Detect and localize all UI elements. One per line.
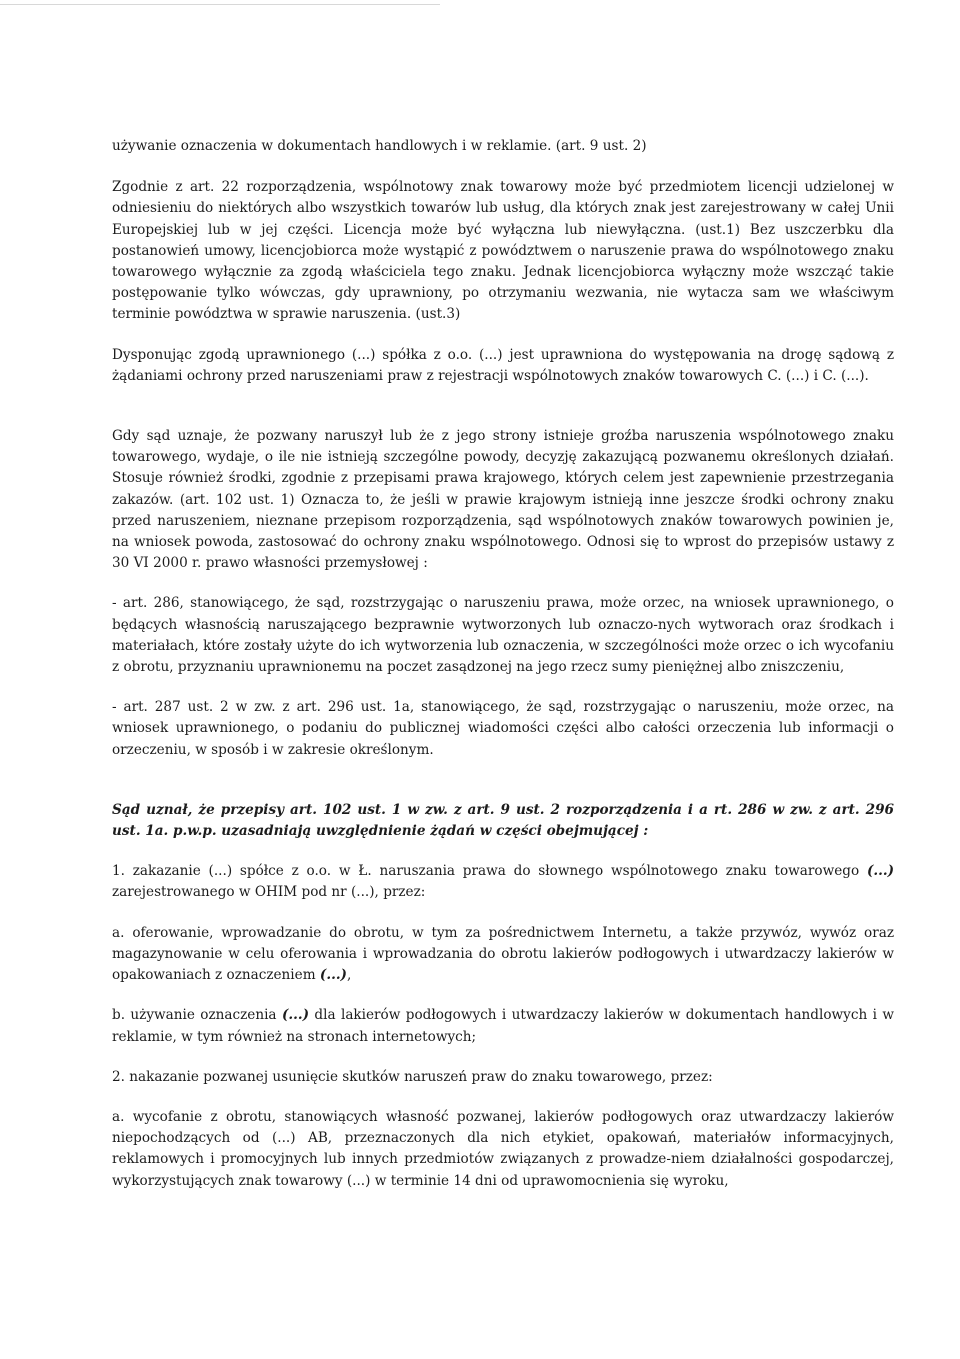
paragraph-continuation: używanie oznaczenia w dokumentach handlowych i w reklamie. (art. 9 ust. 2) — [112, 138, 647, 154]
item-1b-text: b. używanie oznaczenia — [112, 1007, 282, 1024]
item-1-text: 1. zakazanie (...) spółce z o.o. w Ł. naruszania prawa do słownego wspólnotowego znaku towarowego — [112, 863, 867, 880]
item-1-mark: (...) — [866, 863, 894, 880]
item-1a-text-end: , — [346, 967, 352, 984]
scan-edge-line — [0, 4, 440, 5]
paragraph-item-2: 2. nakazanie pozwanej usunięcie skutków naruszeń praw do znaku towarowego, przez: — [112, 1068, 713, 1085]
paragraph-consent: Dysponując zgodą uprawnionego (...) spółka z o.o. (...) jest uprawniona do występowania na drogę sądową z żądaniami ochrony przed naruszeniami praw z rejestracji wspólnotowych znaków towarowych C. (...) i C. (...). — [112, 346, 894, 384]
paragraph-court-finding: Sąd uznał, że przepisy art. 102 ust. 1 w zw. z art. 9 ust. 2 rozporządzenia i a rt. 286 w zw. z art. 296 ust. 1a. p.w.p. uzasadniają uwzględnienie żądań w części obejmującej : — [112, 801, 894, 840]
paragraph-art-287: - art. 287 ust. 2 w zw. z art. 296 ust. 1a, stanowiącego, że sąd, rozstrzygając o naruszeniu, może orzec, na wniosek uprawnionego, o podaniu do publicznej wiadomości części albo całości orzeczenia lub informacji o orzeczeniu, w sposób i w zakresie określonym. — [112, 699, 894, 758]
item-1a-text: a. oferowanie, wprowadzanie do obrotu, w tym za pośrednictwem Internetu, a także przywóz, wywóz oraz magazynowanie w celu oferowania i wprowadzania do obrotu lakierów podłogowych i utwardzaczy lakierów w opakowaniach z oznaczeniem — [112, 924, 894, 984]
item-1b-text-end: dla lakierów podłogowych i utwardzaczy lakierów w dokumentach handlowych i w reklamie, w tym również na stronach internetowych; — [112, 1007, 895, 1045]
item-1-text-end: zarejestrowanego w OHIM pod nr (...), przez: — [112, 884, 426, 901]
paragraph-item-1b — [112, 1005, 894, 1047]
paragraph-item-1a — [112, 923, 894, 987]
document-page — [112, 136, 894, 1211]
paragraph-item-2a: a. wycofanie z obrotu, stanowiących własność pozwanej, lakierów podłogowych oraz utwardzaczy lakierów niepochodzących od (...) AB, przeznaczonych dla nich etykiet, opakowań, materiałów informacyjnych, reklamowych i promocyjnych lub innych przedmiotów związanych z prowadze-niem działalności gospodarczej, wykorzystujących znak towarowy (...) w terminie 14 dni od uprawomocnienia się wyroku, — [112, 1108, 894, 1189]
paragraph-court-ruling-rules: Gdy sąd uznaje, że pozwany naruszył lub że z jego strony istnieje groźba naruszenia wspólnotowego znaku towarowego, wydaje, o ile nie istnieją szczególne powody, decyzję zakazującą pozwanemu określonych działań. Stosuje również środki, zgodnie z przepisami prawa krajowego, których celem jest zapewnienie przestrzegania zakazów. (art. 102 ust. 1) Oznacza to, że jeśli w prawie krajowym istnieją inne jeszcze środki ochrony znaku przed naruszeniem, nieznane przepisom rozporządzenia, sąd wspólnotowych znaków towarowych powinien je, na wniosek powoda, zastosować do ochrony znaku wspólnotowego. Odnosi się to wprost do przepisów ustawy z 30 VI 2000 r. prawo własności przemysłowej : — [112, 428, 894, 572]
item-1a-mark: (...) — [319, 967, 347, 984]
paragraph-art-286: - art. 286, stanowiącego, że sąd, rozstrzygając o naruszeniu prawa, może orzec, na wniosek uprawnionego, o będących własnością naruszającego bezprawnie wytworzonych lub oznaczo-nych wytworach oraz środkach i materiałach, które zostały użyte do ich wytworzenia lub oznaczenia, w szczególności może orzec o ich wycofaniu z obrotu, przyznaniu uprawnionemu na poczet zasądzonej na jego rzecz sumy pieniężnej albo zniszczeniu, — [112, 595, 894, 676]
item-1b-mark: (...) — [281, 1007, 310, 1024]
paragraph-item-1 — [112, 861, 894, 903]
paragraph-license: Zgodnie z art. 22 rozporządzenia, wspólnotowy znak towarowy może być przedmiotem licencji udzielonej w odniesieniu do niektórych albo wszystkich towarów lub usług, dla których znak jest zarejestrowany w całej Unii Europejskiej lub w jej części. Licencja może być wyłączna lub niewyłączna. (ust.1) Bez uszczerbku dla postanowień umowy, licencjobiorca może wystąpić z powództwem o naruszenie prawa do wspólnotowego znaku towarowego wyłącznie za zgodą właściciela tego znaku. Jednak licencjobiorca wyłączny może wszcząć takie postępowanie tylko wówczas, gdy uprawniony, po otrzymaniu wezwania, nie wytacza sam we właściwym terminie powództwa w sprawie naruszenia. (ust.3) — [112, 179, 894, 323]
